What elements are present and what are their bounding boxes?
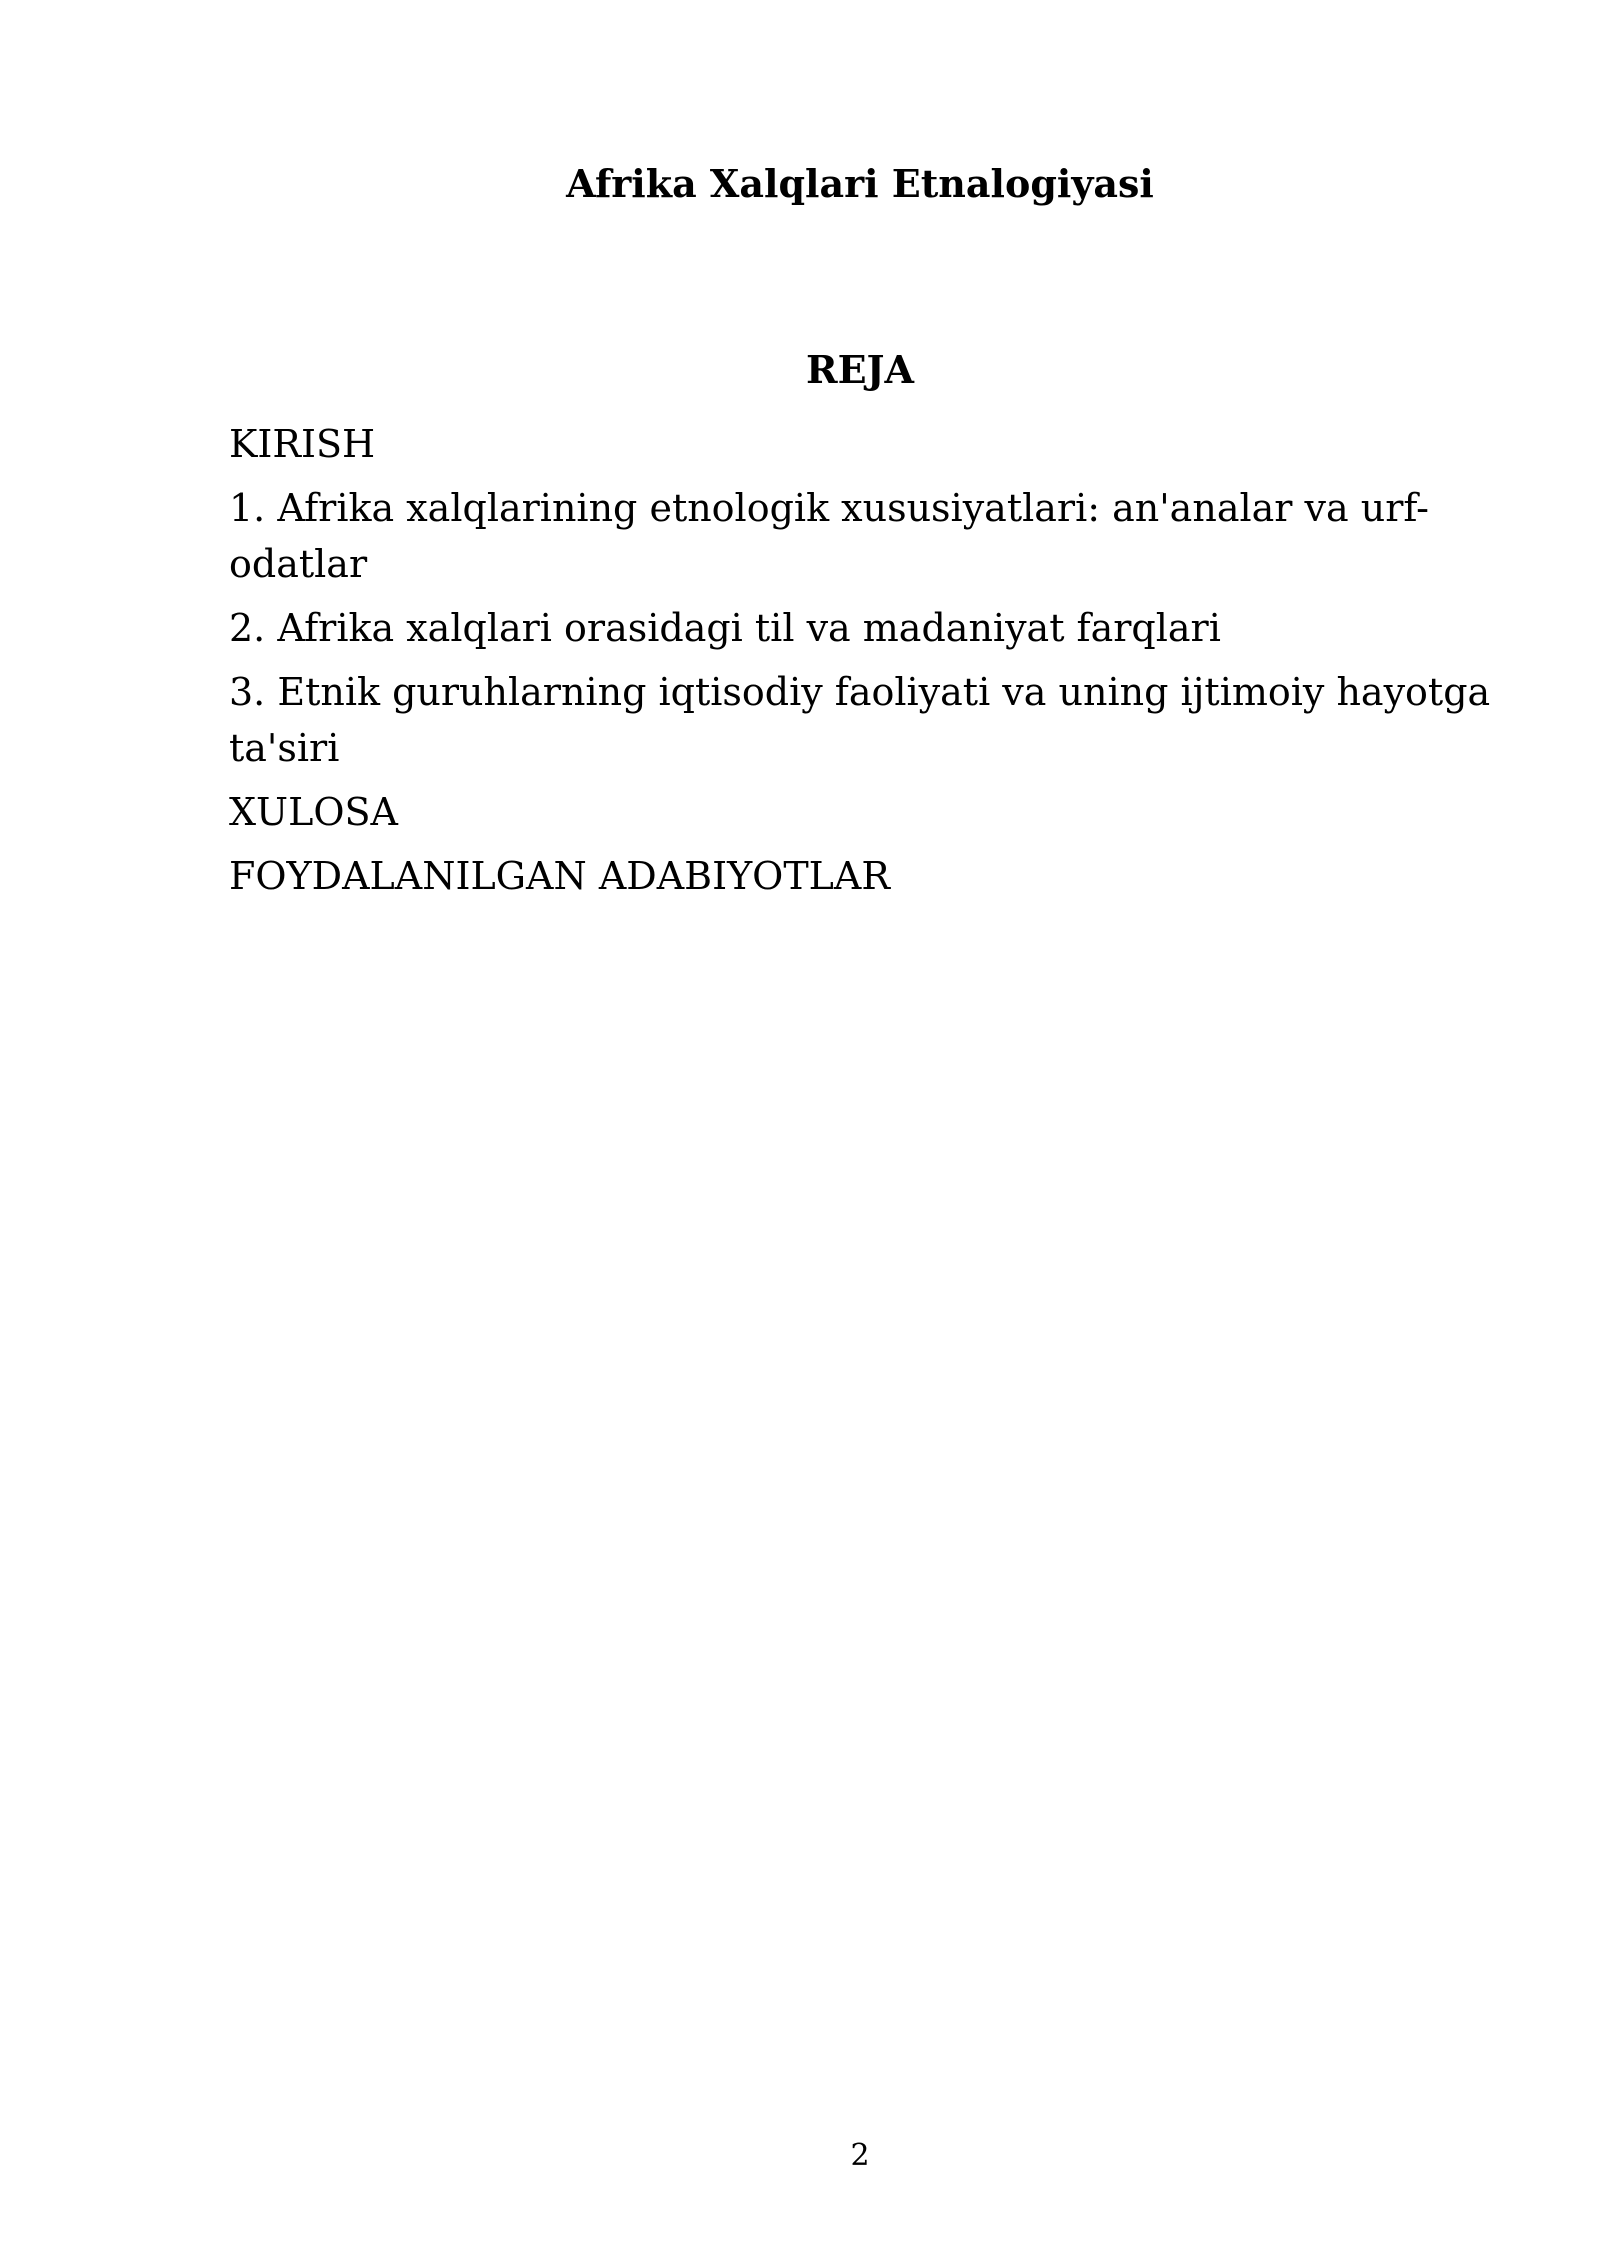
plan-item-1: 1. Afrika xalqlarining etnologik xususiyatlari: an'analar va urf-odatlar — [229, 486, 1429, 586]
document-title: Afrika Xalqlari Etnalogiyasi — [566, 161, 1154, 206]
plan-item-3: 3. Etnik guruhlarning iqtisodiy faoliyati va uning ijtimoiy hayotga ta'siri — [229, 670, 1491, 770]
plan-list — [229, 416, 1499, 912]
plan-item-references: FOYDALANILGAN ADABIYOTLAR — [229, 854, 890, 898]
plan-item-conclusion: XULOSA — [229, 790, 398, 834]
plan-heading: REJA — [805, 347, 914, 392]
plan-item-2: 2. Afrika xalqlari orasidagi til va madaniyat farqlari — [229, 606, 1221, 650]
page-number: 2 — [850, 2138, 870, 2173]
plan-item-introduction: KIRISH — [229, 422, 376, 466]
